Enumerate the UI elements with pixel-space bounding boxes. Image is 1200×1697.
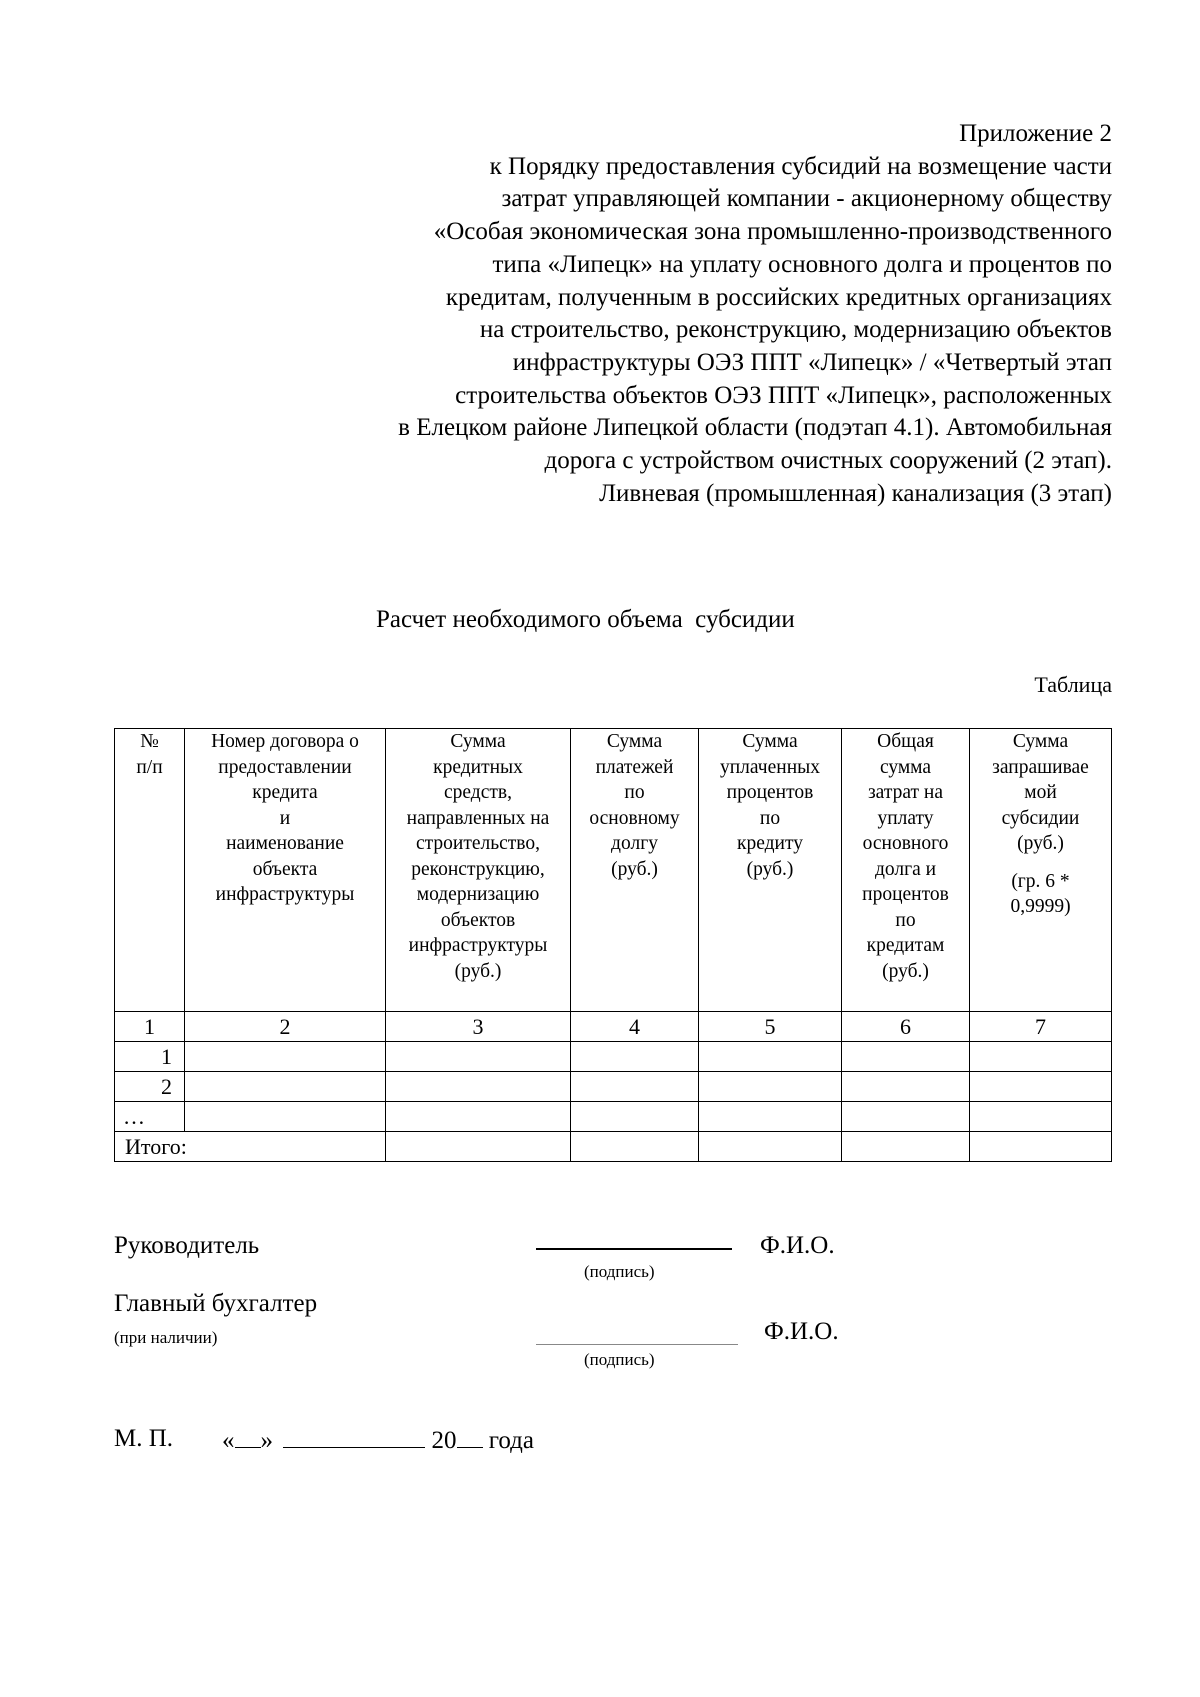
header-line: основному (589, 807, 680, 829)
header-line: Сумма (742, 731, 798, 752)
table-cell (386, 1102, 571, 1132)
table-cell (842, 1132, 970, 1162)
head-fio: Ф.И.О. (760, 1232, 835, 1259)
header-line: долгу (611, 833, 658, 854)
table-header-row (115, 729, 1112, 1012)
header-line: 0,9999) (1010, 896, 1071, 917)
accountant-label: Главный бухгалтер (114, 1290, 318, 1317)
row-number-cell: 2 (115, 1072, 185, 1102)
table-cell (699, 1102, 842, 1132)
appendix-line: Ливневая (промышленная) канализация (3 этап) (599, 479, 1112, 507)
table-cell (970, 1102, 1112, 1132)
table-cell (571, 1042, 699, 1072)
column-header-5 (699, 729, 842, 1012)
table-cell (842, 1072, 970, 1102)
header-line: уплаченных (720, 756, 820, 778)
table-row (115, 1042, 1112, 1072)
header-line: затрат на (867, 782, 943, 803)
column-header-6 (842, 729, 970, 1012)
appendix-line: Приложение 2 (959, 120, 1112, 147)
year-suffix: года (488, 1427, 534, 1454)
column-header-1 (115, 729, 185, 1012)
table-cell (842, 1102, 970, 1132)
header-line: строительство, (415, 833, 541, 854)
header-line: Сумма (450, 731, 506, 752)
table-cell (185, 1072, 386, 1102)
table-cell (386, 1042, 571, 1072)
appendix-line: в Елецком районе Липецкой области (подэтап 4.1). Автомобильная (398, 414, 1112, 442)
table-cell (970, 1132, 1112, 1162)
column-number-cell: 7 (970, 1012, 1112, 1042)
table-row (115, 1072, 1112, 1102)
header-line: по (895, 909, 916, 931)
header-line: процентов (862, 884, 949, 905)
year-prefix: 20 (431, 1427, 457, 1454)
table-row (115, 1102, 1112, 1132)
column-number-cell: 3 (386, 1012, 571, 1042)
signature-hint: (подпись) (584, 1350, 655, 1369)
header-line: предоставлении (218, 756, 352, 778)
table-cell (185, 1042, 386, 1072)
header-line: (гр. 6 * (1011, 870, 1070, 892)
appendix-line: затрат управляющей компании - акционерному обществу (501, 185, 1112, 213)
header-line: платежей (595, 756, 674, 778)
table-cell (970, 1042, 1112, 1072)
column-number-cell: 5 (699, 1012, 842, 1042)
header-line: Сумма (606, 731, 663, 752)
header-line: кредитных (433, 756, 523, 778)
header-line: долга и (874, 858, 937, 880)
header-line: (руб.) (746, 858, 794, 880)
column-header-3 (386, 729, 571, 1012)
accountant-fio: Ф.И.О. (764, 1318, 839, 1345)
column-header-7 (970, 729, 1112, 1012)
header-line: кредита (252, 782, 318, 803)
stamp-place-label: М. П. (114, 1425, 174, 1452)
day-quote-open: « (222, 1427, 235, 1454)
header-line: средств, (444, 782, 512, 803)
column-number-cell: 2 (185, 1012, 386, 1042)
appendix-header (212, 118, 1112, 510)
table-cell (970, 1072, 1112, 1102)
header-line: (руб.) (454, 960, 502, 982)
header-line: субсидии (1001, 807, 1080, 829)
column-number-cell: 6 (842, 1012, 970, 1042)
table-cell (571, 1102, 699, 1132)
header-line: № (140, 731, 159, 752)
table-cell (185, 1102, 386, 1132)
header-line: (руб.) (611, 858, 658, 880)
table-cell (699, 1072, 842, 1102)
appendix-line: типа «Липецк» на уплату основного долга и процентов по (492, 250, 1112, 278)
table-cell (699, 1132, 842, 1162)
table-cell (386, 1132, 571, 1162)
header-line: процентов (726, 782, 814, 803)
header-line: уплату (877, 807, 934, 829)
header-line: инфраструктуры (408, 935, 548, 956)
table-caption: Таблица (1034, 672, 1112, 697)
header-line: реконструкцию, (411, 858, 545, 880)
subsidy-calculation-table (114, 728, 1112, 1162)
signature-hint: (подпись) (584, 1262, 655, 1281)
header-spacer (970, 857, 1111, 869)
appendix-line: «Особая экономическая зона промышленно-производственного (433, 218, 1112, 246)
head-signature-line (536, 1248, 732, 1250)
table-cell (571, 1132, 699, 1162)
table-total-row (115, 1132, 1112, 1162)
day-blank (235, 1425, 261, 1448)
column-header-2 (185, 729, 386, 1012)
year-blank (457, 1425, 483, 1448)
appendix-line: на строительство, реконструкцию, модернизацию объектов (479, 316, 1112, 344)
header-line: Общая (877, 731, 934, 752)
header-line: объектов (440, 909, 516, 931)
table-cell (699, 1042, 842, 1072)
day-quote-close: » (260, 1427, 273, 1454)
header-line: по (624, 782, 645, 803)
header-line: объекта (252, 858, 318, 880)
column-number-row (115, 1012, 1112, 1042)
appendix-line: кредитам, полученным в российских кредитных организациях (445, 283, 1112, 311)
appendix-line: строительства объектов ОЭЗ ППТ «Липецк», расположенных (455, 381, 1112, 409)
header-line: кредитам (866, 935, 945, 956)
header-line: наименование (226, 833, 344, 854)
total-label-cell: Итого: (115, 1132, 386, 1162)
header-line: кредиту (737, 833, 803, 854)
appendix-line: дорога с устройством очистных сооружений (2 этап). (544, 447, 1112, 475)
header-line: модернизацию (416, 884, 540, 905)
accountant-note: (при наличии) (114, 1328, 218, 1347)
header-line: и (279, 807, 291, 829)
head-label: Руководитель (114, 1232, 260, 1259)
header-line: направленных на (406, 807, 550, 829)
header-line: (руб.) (882, 960, 929, 982)
month-blank (283, 1425, 425, 1448)
column-number-cell: 4 (571, 1012, 699, 1042)
table-cell (386, 1072, 571, 1102)
header-line: Сумма (1012, 731, 1069, 752)
header-line: сумма (879, 756, 932, 778)
appendix-line: инфраструктуры ОЭЗ ППТ «Липецк» / «Четвертый этап (512, 348, 1112, 376)
header-line: мой (1024, 782, 1057, 803)
row-number-cell: … (115, 1102, 185, 1132)
table-cell (571, 1072, 699, 1102)
column-number-cell: 1 (115, 1012, 185, 1042)
header-line: инфраструктуры (215, 884, 355, 905)
column-header-4 (571, 729, 699, 1012)
document-title: Расчет необходимого объема субсидии (376, 606, 795, 633)
header-line: (руб.) (1017, 833, 1064, 854)
row-number-cell: 1 (115, 1042, 185, 1072)
appendix-line: к Порядку предоставления субсидий на возмещение части (489, 152, 1112, 180)
header-line: по (759, 807, 781, 829)
table-cell (842, 1042, 970, 1072)
header-line: основного (862, 833, 949, 854)
header-line: запрашивае (992, 756, 1089, 778)
header-line: Номер договора о (211, 731, 359, 752)
accountant-signature-line (536, 1344, 738, 1345)
header-line: п/п (136, 756, 163, 778)
date-line (222, 1425, 534, 1455)
